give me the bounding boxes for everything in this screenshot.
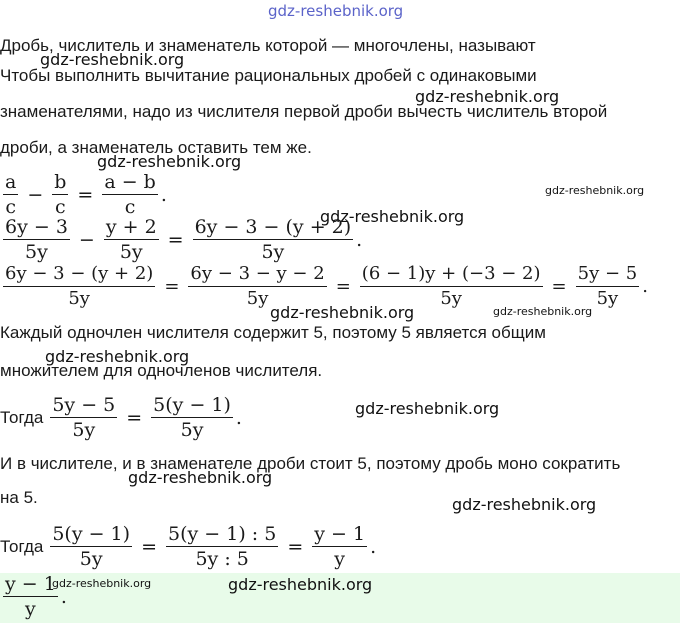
equation-3: Тогда $\frac{5y - 5}{5y}$ = $\frac{5(y - 1)}{5y}$ . bbox=[0, 394, 242, 441]
watermark: gdz-reshebnik.org bbox=[452, 495, 597, 514]
fraction: $\frac{y + 2}{5y}$ bbox=[105, 216, 157, 263]
note-line-2: множителем для одночленов числителя. bbox=[0, 361, 323, 380]
fraction: $\frac{y - 1}{y}$ bbox=[5, 573, 56, 620]
fraction: $\frac{6y - 3}{5y}$ bbox=[5, 216, 68, 263]
fraction: $\frac{a - b}{c}$ bbox=[104, 171, 156, 218]
note-line-1: Каждый одночлен числителя содержит 5, поэтому 5 является общим bbox=[0, 323, 546, 342]
fraction: $\frac{(6 - 1)y + (-3 - 2)}{5y}$ bbox=[361, 263, 541, 309]
equation-4: Тогда $\frac{5(y - 1)}{5y}$ = $\frac{5(y - 1) : 5}{5y : 5}$ = $\frac{y - 1}{y}$ . bbox=[0, 523, 377, 570]
fraction: $\frac{5(y - 1)}{5y}$ bbox=[153, 394, 231, 441]
watermark: gdz-reshebnik.org bbox=[415, 87, 560, 106]
watermark: gdz-reshebnik.org bbox=[355, 399, 500, 418]
fraction: $\frac{6y - 3 - y - 2}{5y}$ bbox=[190, 263, 325, 309]
watermark: gdz-reshebnik.org bbox=[52, 577, 152, 590]
fraction: $\frac{5(y - 1) : 5}{5y : 5}$ bbox=[168, 523, 277, 570]
watermark: gdz-reshebnik.org bbox=[545, 184, 645, 197]
fraction: $\frac{b}{c}$ bbox=[54, 171, 67, 218]
fraction: $\frac{5(y - 1)}{5y}$ bbox=[52, 523, 131, 570]
equation-2: $\frac{6y - 3 - (y + 2)}{5y}$ = $\frac{6y - 3 - y - 2}{5y}$ = $\frac{(6 - 1)y + (-3 - 2)}{5y}$ = $\frac{5y - 5}{5y}$ . bbox=[5, 263, 648, 309]
note-line-3: И в числителе, и в знаменателе дроби стоит 5, поэтому дробь моно сократить bbox=[0, 454, 621, 473]
fraction: $\frac{y - 1}{y}$ bbox=[314, 523, 366, 570]
fraction: $\frac{6y - 3 - (y + 2)}{5y}$ bbox=[194, 216, 352, 263]
fraction: $\frac{5y - 5}{5y}$ bbox=[52, 394, 116, 441]
rule-line-3: дроби, а знаменатель оставить тем же. bbox=[0, 138, 312, 157]
watermark: gdz-reshebnik.org bbox=[228, 575, 373, 594]
watermark: gdz-reshebnik.org bbox=[40, 50, 185, 69]
fraction: $\frac{a}{c}$ bbox=[5, 171, 17, 218]
definition-line: Дробь, числитель и знаменатель которой — многочлены, называют bbox=[0, 36, 536, 55]
equation-1: $\frac{6y - 3}{5y}$ − $\frac{y + 2}{5y}$ = $\frac{6y - 3 - (y + 2)}{5y}$ . bbox=[5, 216, 363, 263]
note-line-4: на 5. bbox=[0, 488, 38, 507]
answer-formula: $\frac{y - 1}{y}$ . bbox=[5, 573, 67, 620]
rule-formula: $\frac{a}{c}$ − $\frac{b}{c}$ = $\frac{a - b}{c}$ . bbox=[5, 171, 167, 218]
rule-line-1: Чтобы выполнить вычитание рациональных дробей с одинаковыми bbox=[0, 66, 537, 85]
watermark-top: gdz-reshebnik.org bbox=[268, 2, 404, 20]
fraction: $\frac{5y - 5}{5y}$ bbox=[577, 263, 638, 309]
watermark: gdz-reshebnik.org bbox=[97, 152, 242, 171]
watermark: gdz-reshebnik.org bbox=[128, 468, 273, 487]
watermark: gdz-reshebnik.org bbox=[320, 207, 465, 226]
watermark: gdz-reshebnik.org bbox=[270, 303, 415, 322]
watermark: gdz-reshebnik.org bbox=[493, 305, 593, 318]
fraction: $\frac{6y - 3 - (y + 2)}{5y}$ bbox=[5, 263, 154, 309]
rule-line-2: знаменателями, надо из числителя первой дроби вычесть числитель второй bbox=[0, 102, 608, 121]
watermark: gdz-reshebnik.org bbox=[45, 347, 190, 366]
